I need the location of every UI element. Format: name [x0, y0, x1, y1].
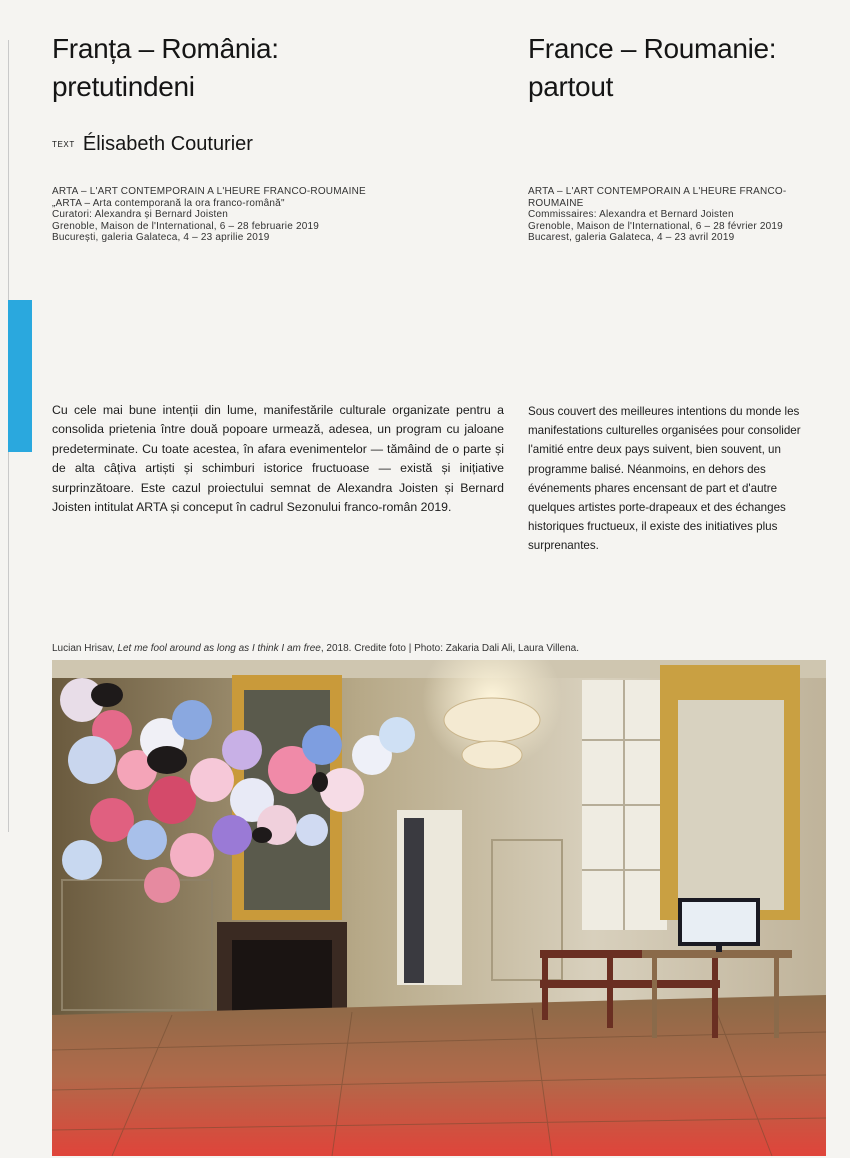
- info-line: Grenoble, Maison de l'International, 6 – 28 februarie 2019: [52, 220, 320, 232]
- info-line: Grenoble, Maison de l'International, 6 – 28 février 2019: [528, 220, 783, 232]
- info-line: Curatori: Alexandra și Bernard Joisten: [52, 209, 229, 221]
- exhibition-photo: [52, 660, 826, 1156]
- caption-credits: , 2018. Credite foto | Photo: Zakaria Dali Ali, Laura Villena.: [320, 643, 579, 654]
- info-line: Commissaires: Alexandra et Bernard Joisten: [528, 209, 734, 221]
- byline: [52, 132, 253, 157]
- info-line: Bucarest, galeria Galateca, 4 – 23 avril 2019: [528, 232, 735, 244]
- byline-label: TEXT: [52, 139, 75, 149]
- info-line: „ARTA – Arta contemporană la ora franco-română": [52, 197, 285, 209]
- info-line: ARTA – L'ART CONTEMPORAIN A L'HEURE FRANCO-ROUMAINE: [52, 186, 366, 197]
- caption-work-title: Let me fool around as long as I think I am free: [117, 643, 321, 654]
- page-edge-line: [8, 452, 9, 832]
- page-edge-line: [8, 40, 9, 300]
- body-text-french: Sous couvert des meilleures intentions du monde les manifestations culturelles organisées pour consolider l'amitié entre deux pays suivent, bien souvent, un programme balisé. Néanmoins, en dehors des événements phares encensant de part et d'autre quelques artistes porte-drapeaux et des échanges historiques fructueux, il existe des initiatives plus surprenantes.: [528, 405, 801, 553]
- title-romanian-line2: pretutindeni: [52, 71, 195, 102]
- title-romanian: [52, 30, 472, 106]
- info-line: București, galeria Galateca, 4 – 23 aprilie 2019: [52, 232, 270, 244]
- exhibition-info-romanian: [52, 186, 472, 244]
- byline-author: Élisabeth Couturier: [82, 133, 253, 155]
- photo-caption: [52, 643, 579, 655]
- exhibition-info-french: [528, 186, 818, 244]
- body-text-romanian: Cu cele mai bune intenții din lume, manifestările culturale organizate pentru a consolida prietenia între două popoare urmează, adesea, un program cu jaloane predeterminate. Cu toate acestea, în afara evenimentelor — tămâind de o parte și de alta câțiva artiști și schimburi istorice fructuoase — există și inițiative surprinzătoare. Este cazul proiectului semnat de Alexandra Joisten și Bernard Joisten intitulat ARTA și conceput în cadrul Sezonului franco-român 2019.: [52, 403, 504, 515]
- info-line: ARTA – L'ART CONTEMPORAIN A L'HEURE FRANCO-ROUMAINE: [528, 186, 787, 209]
- accent-bar: [8, 300, 32, 452]
- caption-artist: Lucian Hrisav,: [52, 643, 118, 654]
- title-french-line2: partout: [528, 71, 614, 102]
- title-french-line1: France – Roumanie:: [528, 33, 777, 64]
- title-french: [528, 30, 838, 106]
- title-romanian-line1: Franța – România:: [52, 33, 279, 64]
